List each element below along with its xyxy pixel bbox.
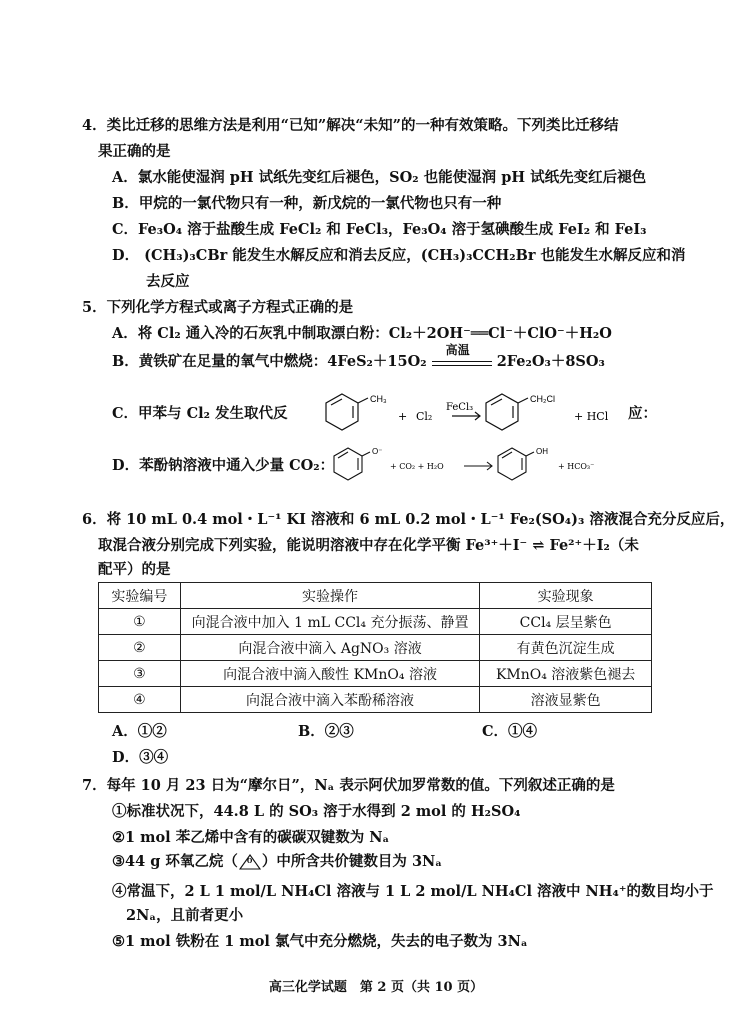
row-phenomenon: 溶液显紫色 xyxy=(480,687,652,713)
page-footer: 高三化学试题 第 2 页（共 10 页） xyxy=(268,980,484,995)
q5-option-c-text: C．甲苯与 Cl₂ 发生取代反 xyxy=(112,405,288,422)
q4-option-a: A．氯水能使湿润 pH 试纸先变红后褪色，SO₂ 也能使湿润 pH 试纸先变红后褪色 xyxy=(112,169,647,186)
row-operation: 向混合液中滴入苯酚稀溶液 xyxy=(180,687,479,713)
q5-option-a: A．将 Cl₂ 通入冷的石灰乳中制取漂白粉：Cl₂＋2OH⁻══Cl⁻＋ClO⁻＋H₂O xyxy=(112,325,612,342)
q4-number: 4． xyxy=(82,117,107,134)
q4-stem-line1 xyxy=(82,116,618,136)
q5-option-b-reactants: B．黄铁矿在足量的氧气中燃烧：4FeS₂＋15O₂ xyxy=(112,353,427,370)
benzyl-chloride-label: CH₂Cl xyxy=(530,394,555,404)
table-row xyxy=(99,687,652,713)
phenoxide-co2-figure xyxy=(332,444,632,484)
q4-stem-line2: 果正确的是 xyxy=(98,143,171,160)
q7-statement-1: ①标准状况下，44.8 L 的 SO₃ 溶于水得到 2 mol 的 H₂SO₄ xyxy=(112,803,521,820)
q6-stem-line3: 配平）的是 xyxy=(98,561,171,578)
q6-stem1: 将 10 mL 0.4 mol・L⁻¹ KI 溶液和 6 mL 0.2 mol・L⁻¹ Fe₂(SO₄)₃ 溶液混合充分反应后， xyxy=(106,511,735,528)
q5-stem-line xyxy=(82,298,353,318)
q7-number: 7． xyxy=(82,777,107,794)
q7-statement-5: ⑤1 mol 铁粉在 1 mol 氯气中充分燃烧，失去的电子数为 3Nₐ xyxy=(112,933,528,950)
q7-statement-3 xyxy=(112,852,442,872)
row-id: ④ xyxy=(99,687,181,713)
q5-option-c-tail: 应： xyxy=(628,405,657,422)
q5-number: 5． xyxy=(82,299,107,316)
q4-option-d-line2: 去反应 xyxy=(146,273,190,290)
phenoxide-label: O⁻ xyxy=(372,447,383,456)
toluene-ch3-label: CH₃ xyxy=(370,394,387,404)
q6-option-a: A．①② xyxy=(112,723,167,740)
q5-option-b xyxy=(112,343,605,372)
plus-hcl-label: + HCl xyxy=(574,410,609,423)
table-header-row xyxy=(99,583,652,609)
q7-stem-line xyxy=(82,776,615,796)
q7-statement-3-post: ）中所含共价键数目为 3Nₐ xyxy=(261,853,443,870)
q7-statement-3-pre: ③44 g 环氧乙烷（ xyxy=(112,853,238,870)
cl2-label: Cl₂ xyxy=(416,410,433,423)
q5-option-d-text: D．苯酚钠溶液中通入少量 CO₂： xyxy=(112,457,335,474)
q6-stem-line2: 取混合液分别完成下列实验，能说明溶液中存在化学平衡 Fe³⁺＋I⁻ ⇌ Fe²⁺＋I₂（未 xyxy=(98,537,639,554)
row-operation: 向混合液中加入 1 mL CCl₄ 充分振荡、静置 xyxy=(180,609,479,635)
row-phenomenon: CCl₄ 层呈紫色 xyxy=(480,609,652,635)
ethylene-oxide-icon xyxy=(238,853,262,871)
row-id: ③ xyxy=(99,661,181,687)
high-temp-arrow xyxy=(432,343,492,372)
table-row xyxy=(99,609,652,635)
table-row xyxy=(99,635,652,661)
row-id: ① xyxy=(99,609,181,635)
q6-option-b: B．②③ xyxy=(298,723,354,740)
q4-stem1: 类比迁移的思维方法是利用“已知”解决“未知”的一种有效策略。下列类比迁移结 xyxy=(106,117,619,134)
q7-stem: 每年 10 月 23 日为“摩尔日”，Nₐ 表示阿伏加罗常数的值。下列叙述正确的是 xyxy=(106,777,615,794)
row-operation: 向混合液中滴入 AgNO₃ 溶液 xyxy=(180,635,479,661)
q4-option-b: B．甲烷的一氯代物只有一种，新戊烷的一氯代物也只有一种 xyxy=(112,195,502,212)
phenol-oh-label: OH xyxy=(536,447,548,456)
table-row xyxy=(99,661,652,687)
toluene-chlorination-figure xyxy=(322,388,652,440)
svg-text:O: O xyxy=(246,858,253,865)
q7-statement-2: ②1 mol 苯乙烯中含有的碳碳双键数为 Nₐ xyxy=(112,829,390,846)
hco3-label: + HCO₃⁻ xyxy=(558,462,595,471)
row-id: ② xyxy=(99,635,181,661)
q6-option-d: D．③④ xyxy=(112,749,169,766)
q5-stem: 下列化学方程式或离子方程式正确的是 xyxy=(106,299,354,316)
q5-option-b-products: 2Fe₂O₃＋8SO₃ xyxy=(496,353,605,370)
q6-option-c: C．①④ xyxy=(482,723,538,740)
q7-statement-4-line2: 2Nₐ，且前者更小 xyxy=(126,907,244,924)
header-operation: 实验操作 xyxy=(180,583,479,609)
high-temp-label: 高温 xyxy=(445,343,470,357)
co2-h2o-label: + CO₂ + H₂O xyxy=(390,462,444,471)
q7-statement-4-line1: ④常温下，2 L 1 mol/L NH₄Cl 溶液与 1 L 2 mol/L NH₄Cl 溶液中 NH₄⁺的数目均小于 xyxy=(112,883,714,900)
row-phenomenon: 有黄色沉淀生成 xyxy=(480,635,652,661)
experiment-table xyxy=(98,582,652,713)
q6-stem-line1 xyxy=(82,510,734,530)
row-operation: 向混合液中滴入酸性 KMnO₄ 溶液 xyxy=(180,661,479,687)
q6-number: 6． xyxy=(82,511,107,528)
plus-sign-1: + xyxy=(398,410,408,423)
header-id: 实验编号 xyxy=(99,583,181,609)
row-phenomenon: KMnO₄ 溶液紫色褪去 xyxy=(480,661,652,687)
q4-option-c: C．Fe₃O₄ 溶于盐酸生成 FeCl₂ 和 FeCl₃，Fe₃O₄ 溶于氢碘酸生成 FeI₂ 和 FeI₃ xyxy=(112,221,647,238)
header-phenomenon: 实验现象 xyxy=(480,583,652,609)
q4-option-d-line1: D． (CH₃)₃CBr 能发生水解反应和消去反应，(CH₃)₃CCH₂Br 也能发生水解反应和消 xyxy=(112,247,686,264)
fecl3-catalyst-label: FeCl₃ xyxy=(446,402,474,413)
